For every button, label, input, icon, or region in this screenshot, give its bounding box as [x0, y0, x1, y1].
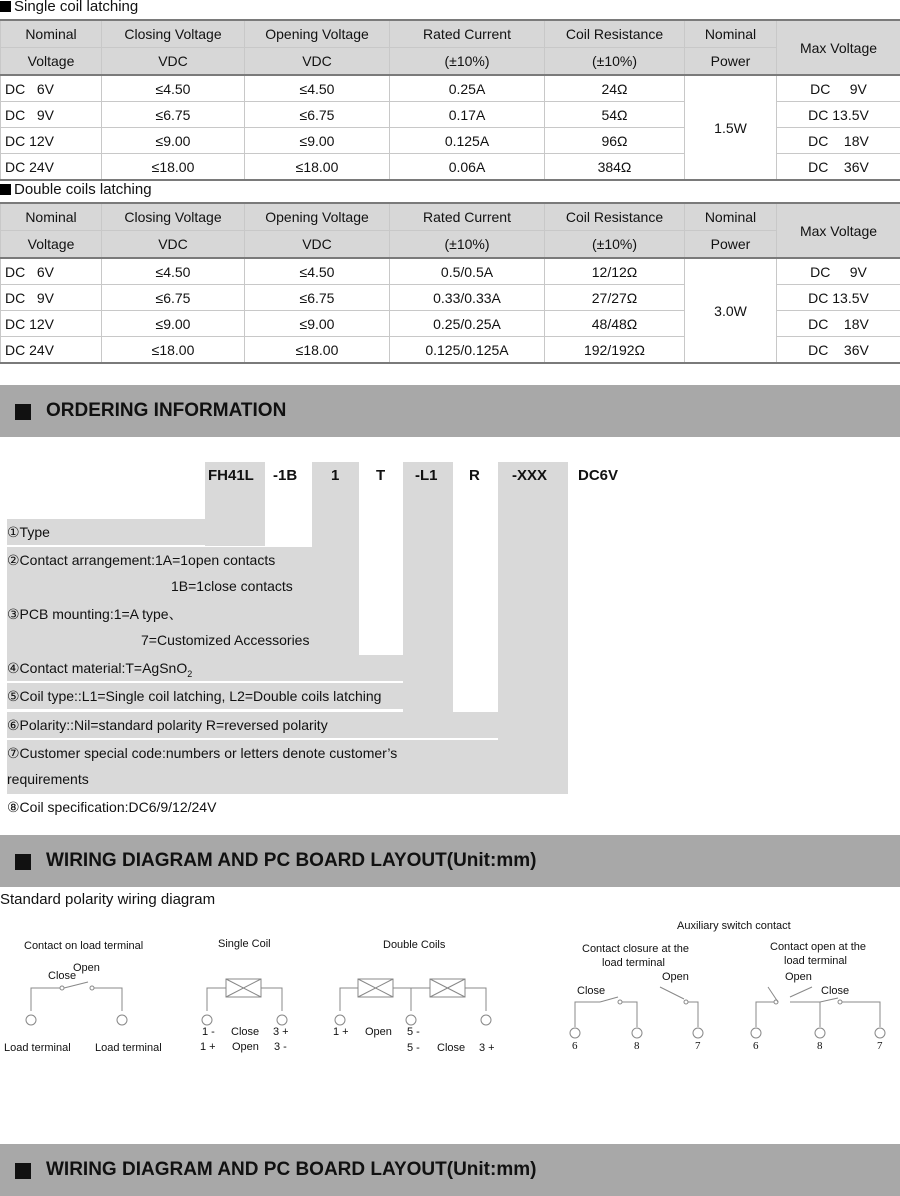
order-item-line: ②Contact arrangement:1A=1open contacts	[7, 552, 276, 568]
order-item-line: 7=Customized Accessories	[141, 632, 310, 648]
label-close: Close	[437, 1042, 466, 1054]
label-open: Open	[365, 1026, 392, 1038]
header-closing-voltage-unit: VDC	[102, 48, 245, 76]
cell-max: DC 9V	[777, 258, 900, 285]
order-item-line: ⑦Customer special code:numbers or letters denote customer’s	[7, 745, 398, 761]
header-closing-voltage: Closing Voltage	[102, 203, 245, 231]
cell-closing: ≤18.00	[102, 337, 245, 364]
cell-resistance: 384Ω	[545, 154, 685, 181]
label-close: Close	[231, 1026, 260, 1038]
cell-resistance: 12/12Ω	[545, 258, 685, 285]
code-part-pcb: 1	[331, 467, 340, 484]
cell-voltage: DC 9V	[1, 285, 102, 311]
order-item-line: ③PCB mounting:1=A type、	[7, 606, 183, 622]
cell-opening: ≤18.00	[245, 154, 390, 181]
footer-banner-title: WIRING DIAGRAM AND PC BOARD LAYOUT(Unit:mm)	[46, 1159, 537, 1180]
cell-max: DC 18V	[777, 311, 900, 337]
cell-voltage: DC 9V	[1, 102, 102, 128]
ordering-banner	[0, 385, 900, 437]
header-nominal-power: Nominal	[685, 20, 777, 48]
square-bullet-icon	[15, 854, 31, 870]
table-header-row	[1, 48, 900, 76]
pin-label: 8	[817, 1040, 823, 1052]
header-nominal-voltage: Nominal	[1, 203, 102, 231]
header-opening-voltage-unit: VDC	[245, 48, 390, 76]
pin-label: 1 +	[333, 1026, 349, 1038]
header-nominal-power-unit: Power	[685, 231, 777, 259]
aux-open-diagram	[751, 987, 885, 1038]
pin-label: 3 +	[479, 1042, 495, 1054]
wiring-banner-title: WIRING DIAGRAM AND PC BOARD LAYOUT(Unit:mm)	[46, 850, 537, 871]
code-part-model: FH41L	[208, 467, 254, 484]
label-contact-closure: load terminal	[602, 957, 665, 969]
cell-opening: ≤4.50	[245, 258, 390, 285]
label-contact-closure: Contact closure at the	[582, 943, 690, 955]
label-close: Close	[821, 985, 850, 997]
cell-voltage: DC 6V	[1, 258, 102, 285]
cell-current: 0.33/0.33A	[390, 285, 545, 311]
pin-label: 1 +	[200, 1041, 216, 1053]
label-contact-open: load terminal	[784, 955, 847, 967]
header-closing-voltage-unit: VDC	[102, 231, 245, 259]
order-item-polarity: ⑥Polarity::Nil=standard polarity R=reversed polarity	[7, 712, 498, 738]
cell-closing: ≤18.00	[102, 154, 245, 181]
cell-opening: ≤6.75	[245, 285, 390, 311]
cell-max: DC 9V	[777, 75, 900, 102]
header-nominal-voltage: Nominal	[1, 20, 102, 48]
table-row	[1, 75, 900, 102]
single-coil-title: Single coil latching	[0, 0, 138, 15]
cell-voltage: DC 24V	[1, 337, 102, 364]
cell-current: 0.06A	[390, 154, 545, 181]
cell-opening: ≤18.00	[245, 337, 390, 364]
double-coils-table	[0, 202, 900, 364]
cell-current: 0.25A	[390, 75, 545, 102]
header-rated-current: Rated Current	[390, 20, 545, 48]
ordering-banner-title: ORDERING INFORMATION	[46, 400, 287, 421]
code-part-material: T	[376, 467, 386, 484]
order-item-customer-code	[7, 740, 568, 794]
order-item-coil-spec: ⑧Coil specification:DC6/9/12/24V	[7, 799, 217, 815]
order-item-line: ④Contact material:T=AgSnO	[7, 660, 188, 676]
cell-closing: ≤4.50	[102, 258, 245, 285]
pin-label: 6	[572, 1040, 578, 1052]
cell-max: DC 36V	[777, 154, 900, 181]
cell-resistance: 96Ω	[545, 128, 685, 154]
code-part-customer: -XXX	[512, 467, 548, 484]
cell-opening: ≤9.00	[245, 311, 390, 337]
cell-max: DC 13.5V	[777, 285, 900, 311]
label-close: Close	[577, 985, 606, 997]
code-part-contact: -1B	[273, 467, 298, 484]
cell-voltage: DC 12V	[1, 128, 102, 154]
header-nominal-voltage-unit: Voltage	[1, 231, 102, 259]
footer-banner	[0, 1144, 900, 1196]
header-nominal-voltage-unit: Voltage	[1, 48, 102, 76]
label-load-terminal: Load terminal	[95, 1042, 162, 1054]
header-max-voltage: Max Voltage	[777, 20, 900, 75]
wiring-banner	[0, 835, 900, 887]
pin-label: 5 -	[407, 1042, 420, 1054]
label-open: Open	[73, 962, 100, 974]
label-auxiliary: Auxiliary switch contact	[677, 920, 791, 932]
pin-label: 3 +	[273, 1026, 289, 1038]
table-header-row	[1, 203, 900, 231]
cell-current: 0.125/0.125A	[390, 337, 545, 364]
cell-resistance: 54Ω	[545, 102, 685, 128]
order-item-line: 1B=1close contacts	[171, 578, 293, 594]
cell-opening: ≤9.00	[245, 128, 390, 154]
table-header-row	[1, 231, 900, 259]
cell-power: 3.0W	[685, 258, 777, 363]
header-opening-voltage: Opening Voltage	[245, 20, 390, 48]
header-rated-current-unit: (±10%)	[390, 231, 545, 259]
cell-max: DC 36V	[777, 337, 900, 364]
pin-label: 3 -	[274, 1041, 287, 1053]
header-coil-resistance: Coil Resistance	[545, 203, 685, 231]
cell-resistance: 27/27Ω	[545, 285, 685, 311]
header-rated-current: Rated Current	[390, 203, 545, 231]
cell-current: 0.25/0.25A	[390, 311, 545, 337]
header-coil-resistance: Coil Resistance	[545, 20, 685, 48]
label-close: Close	[48, 970, 77, 982]
pin-label: 8	[634, 1040, 640, 1052]
header-max-voltage: Max Voltage	[777, 203, 900, 258]
label-open: Open	[232, 1041, 259, 1053]
cell-power: 1.5W	[685, 75, 777, 180]
cell-voltage: DC 6V	[1, 75, 102, 102]
code-part-coil-spec: DC6V	[578, 467, 619, 484]
cell-current: 0.125A	[390, 128, 545, 154]
header-closing-voltage: Closing Voltage	[102, 20, 245, 48]
square-bullet-icon	[15, 404, 31, 420]
cell-closing: ≤9.00	[102, 128, 245, 154]
header-coil-resistance-unit: (±10%)	[545, 48, 685, 76]
header-coil-resistance-unit: (±10%)	[545, 231, 685, 259]
cell-closing: ≤4.50	[102, 75, 245, 102]
cell-opening: ≤4.50	[245, 75, 390, 102]
cell-current: 0.5/0.5A	[390, 258, 545, 285]
label-double-coils: Double Coils	[383, 939, 446, 951]
cell-resistance: 192/192Ω	[545, 337, 685, 364]
double-coils-diagram	[335, 979, 491, 1025]
header-nominal-power-unit: Power	[685, 48, 777, 76]
pin-label: 6	[753, 1040, 759, 1052]
cell-closing: ≤6.75	[102, 102, 245, 128]
pin-label: 1 -	[202, 1026, 215, 1038]
single-coil-table	[0, 19, 900, 181]
code-part-coil-type: -L1	[415, 467, 438, 484]
order-item-coil-type: ⑤Coil type::L1=Single coil latching, L2=Double coils latching	[7, 683, 453, 709]
header-opening-voltage: Opening Voltage	[245, 203, 390, 231]
code-part-polarity: R	[469, 467, 480, 484]
order-item-contact-material	[7, 655, 403, 681]
square-bullet-icon	[15, 1163, 31, 1179]
table-header-row	[1, 20, 900, 48]
order-item-contact-arrangement	[7, 547, 312, 601]
cell-max: DC 18V	[777, 128, 900, 154]
pin-label: 7	[695, 1040, 701, 1052]
cell-resistance: 48/48Ω	[545, 311, 685, 337]
cell-closing: ≤9.00	[102, 311, 245, 337]
label-open: Open	[662, 971, 689, 983]
label-load-terminal: Load terminal	[4, 1042, 71, 1054]
cell-voltage: DC 24V	[1, 154, 102, 181]
cell-current: 0.17A	[390, 102, 545, 128]
subscript: 2	[187, 668, 193, 679]
order-item-type: ①Type	[7, 519, 265, 545]
label-contact-on-load: Contact on load terminal	[24, 940, 144, 952]
wiring-subtitle: Standard polarity wiring diagram	[0, 891, 216, 908]
label-contact-open: Contact open at the	[770, 941, 867, 953]
order-item-pcb-mounting	[7, 601, 359, 655]
label-open: Open	[785, 971, 812, 983]
cell-resistance: 24Ω	[545, 75, 685, 102]
cell-closing: ≤6.75	[102, 285, 245, 311]
cell-max: DC 13.5V	[777, 102, 900, 128]
square-bullet-icon	[0, 184, 11, 195]
single-coil-diagram	[202, 979, 287, 1025]
header-opening-voltage-unit: VDC	[245, 231, 390, 259]
code-column-bg	[403, 462, 453, 712]
double-coils-title: Double coils latching	[0, 181, 152, 198]
header-rated-current-unit: (±10%)	[390, 48, 545, 76]
cell-opening: ≤6.75	[245, 102, 390, 128]
table-row	[1, 258, 900, 285]
load-contact-diagram	[26, 982, 127, 1025]
pin-label: 7	[877, 1040, 883, 1052]
order-item-line: requirements	[7, 771, 89, 787]
label-single-coil: Single Coil	[218, 938, 271, 950]
square-bullet-icon	[0, 1, 11, 12]
cell-voltage: DC 12V	[1, 311, 102, 337]
pin-label: 5 -	[407, 1026, 420, 1038]
header-nominal-power: Nominal	[685, 203, 777, 231]
